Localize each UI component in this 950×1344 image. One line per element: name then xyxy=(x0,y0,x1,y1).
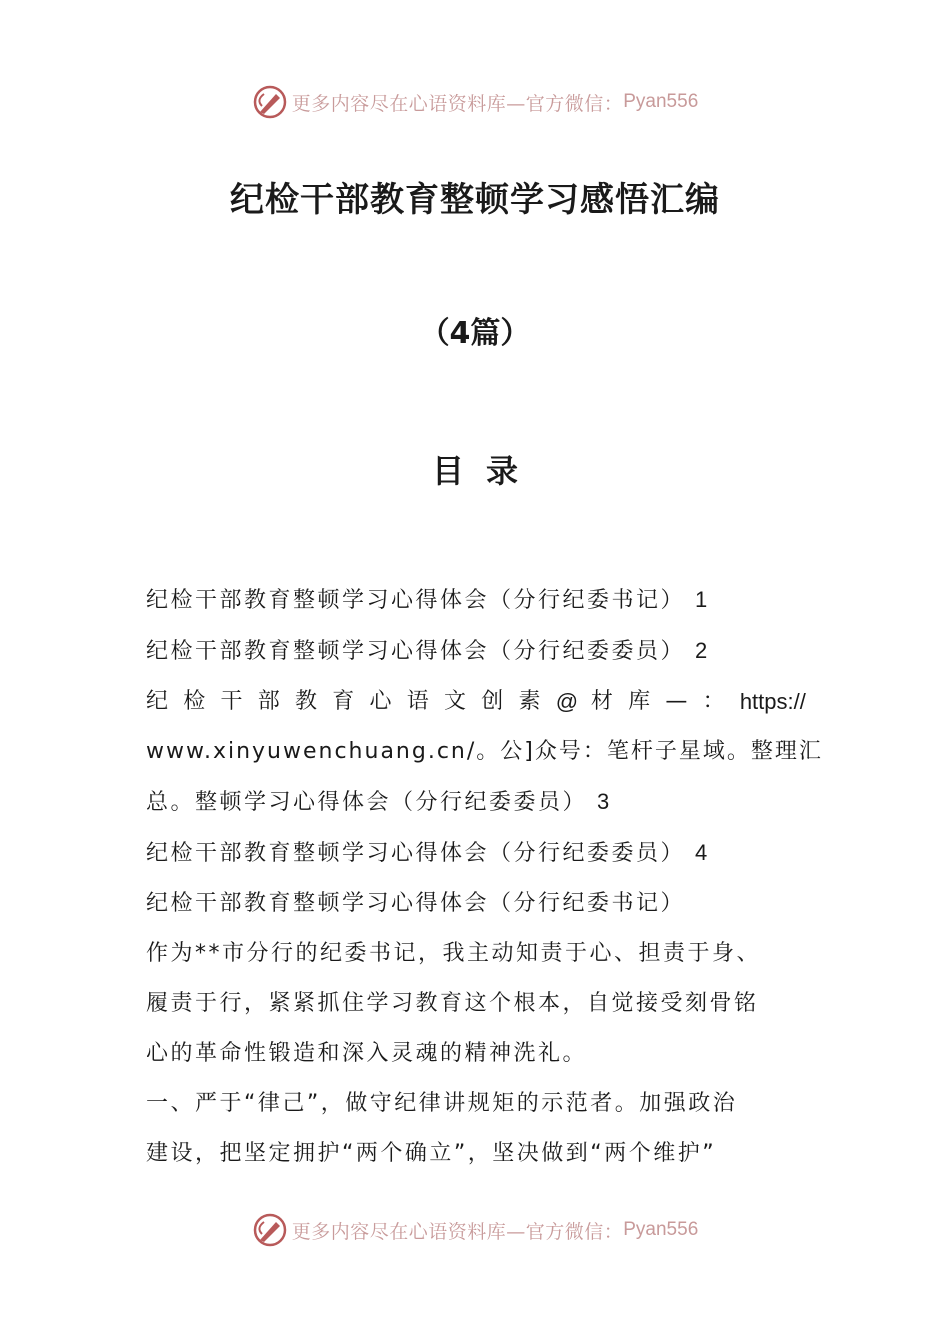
pen-nib-logo-icon xyxy=(252,84,288,120)
section-title: 纪检干部教育整顿学习心得体会（分行纪委书记） xyxy=(146,891,686,916)
banner-wechat-id: Pyan556 xyxy=(623,91,699,112)
toc-char: 心 xyxy=(369,689,395,714)
toc-entry-watermark-line2: www.xinyuwenchuang.cn/。公]众号：笔杆子星域。整理汇 xyxy=(146,739,823,764)
toc-char: 部 xyxy=(257,689,283,714)
toc-entry[interactable] xyxy=(146,777,806,828)
toc-char: 教 xyxy=(295,689,320,714)
toc-char: 纪 xyxy=(146,689,171,714)
toc-char: 文 xyxy=(444,689,469,714)
document-title: 纪检干部教育整顿学习感悟汇编 xyxy=(230,180,720,220)
toc-entry[interactable] xyxy=(146,626,806,677)
banner-text: 更多内容尽在心语资料库—官方微信： xyxy=(291,1220,624,1243)
toc-char: 干 xyxy=(220,689,246,714)
paragraph-line: 一、严于“律己”，做守纪律讲规矩的示范者。加强政治 xyxy=(146,1091,738,1116)
toc-url-fragment: https:// xyxy=(739,689,806,714)
toc-entry-text: 总。整顿学习心得体会（分行纪委委员） xyxy=(146,790,588,815)
toc-char: @ xyxy=(555,689,579,714)
toc-entry-page: 2 xyxy=(695,638,710,663)
toc-char: 语 xyxy=(406,689,432,714)
toc-char: 素 xyxy=(518,689,544,714)
paragraph-line: 建设，把坚定拥护“两个确立”，坚决做到“两个维护” xyxy=(146,1141,717,1166)
toc-entry-text: 纪检干部教育整顿学习心得体会（分行纪委委员） xyxy=(146,841,686,866)
toc-char: 库 xyxy=(628,689,653,714)
toc-char: 检 xyxy=(183,689,208,714)
toc-entry[interactable] xyxy=(146,575,806,626)
paragraph-line: 履责于行，紧紧抓住学习教育这个根本，自觉接受刻骨铭 xyxy=(146,991,759,1016)
document-subtitle: （4篇） xyxy=(419,316,531,351)
paragraph-line: 心的革命性锻造和深入灵魂的精神洗礼。 xyxy=(146,1041,588,1066)
banner-wechat-id: Pyan556 xyxy=(623,1219,699,1240)
pen-nib-logo-icon xyxy=(252,1212,288,1248)
toc-entry-text: 纪检干部教育整顿学习心得体会（分行纪委委员） xyxy=(146,639,686,664)
toc-entry[interactable] xyxy=(146,828,806,879)
toc-entry-page: 4 xyxy=(695,840,710,865)
toc-entry-text: 纪检干部教育整顿学习心得体会（分行纪委书记） xyxy=(146,588,686,613)
header-banner xyxy=(0,82,950,122)
paragraph-line: 作为**市分行的纪委书记，我主动知责于心、担责于身、 xyxy=(146,941,762,966)
toc-entry-page: 3 xyxy=(597,789,612,814)
toc-char: 材 xyxy=(590,689,616,714)
toc-char: 创 xyxy=(481,689,506,714)
footer-banner xyxy=(0,1210,950,1250)
document-body xyxy=(146,575,823,1179)
toc-entry-watermark-line1[interactable] xyxy=(146,677,806,727)
toc-heading: 目录 xyxy=(431,452,540,490)
banner-text: 更多内容尽在心语资料库—官方微信： xyxy=(291,92,624,115)
toc-entry-page: 1 xyxy=(695,587,710,612)
toc-char: ： xyxy=(702,689,728,714)
toc-char: — xyxy=(665,689,690,714)
toc-char: 育 xyxy=(332,689,357,714)
